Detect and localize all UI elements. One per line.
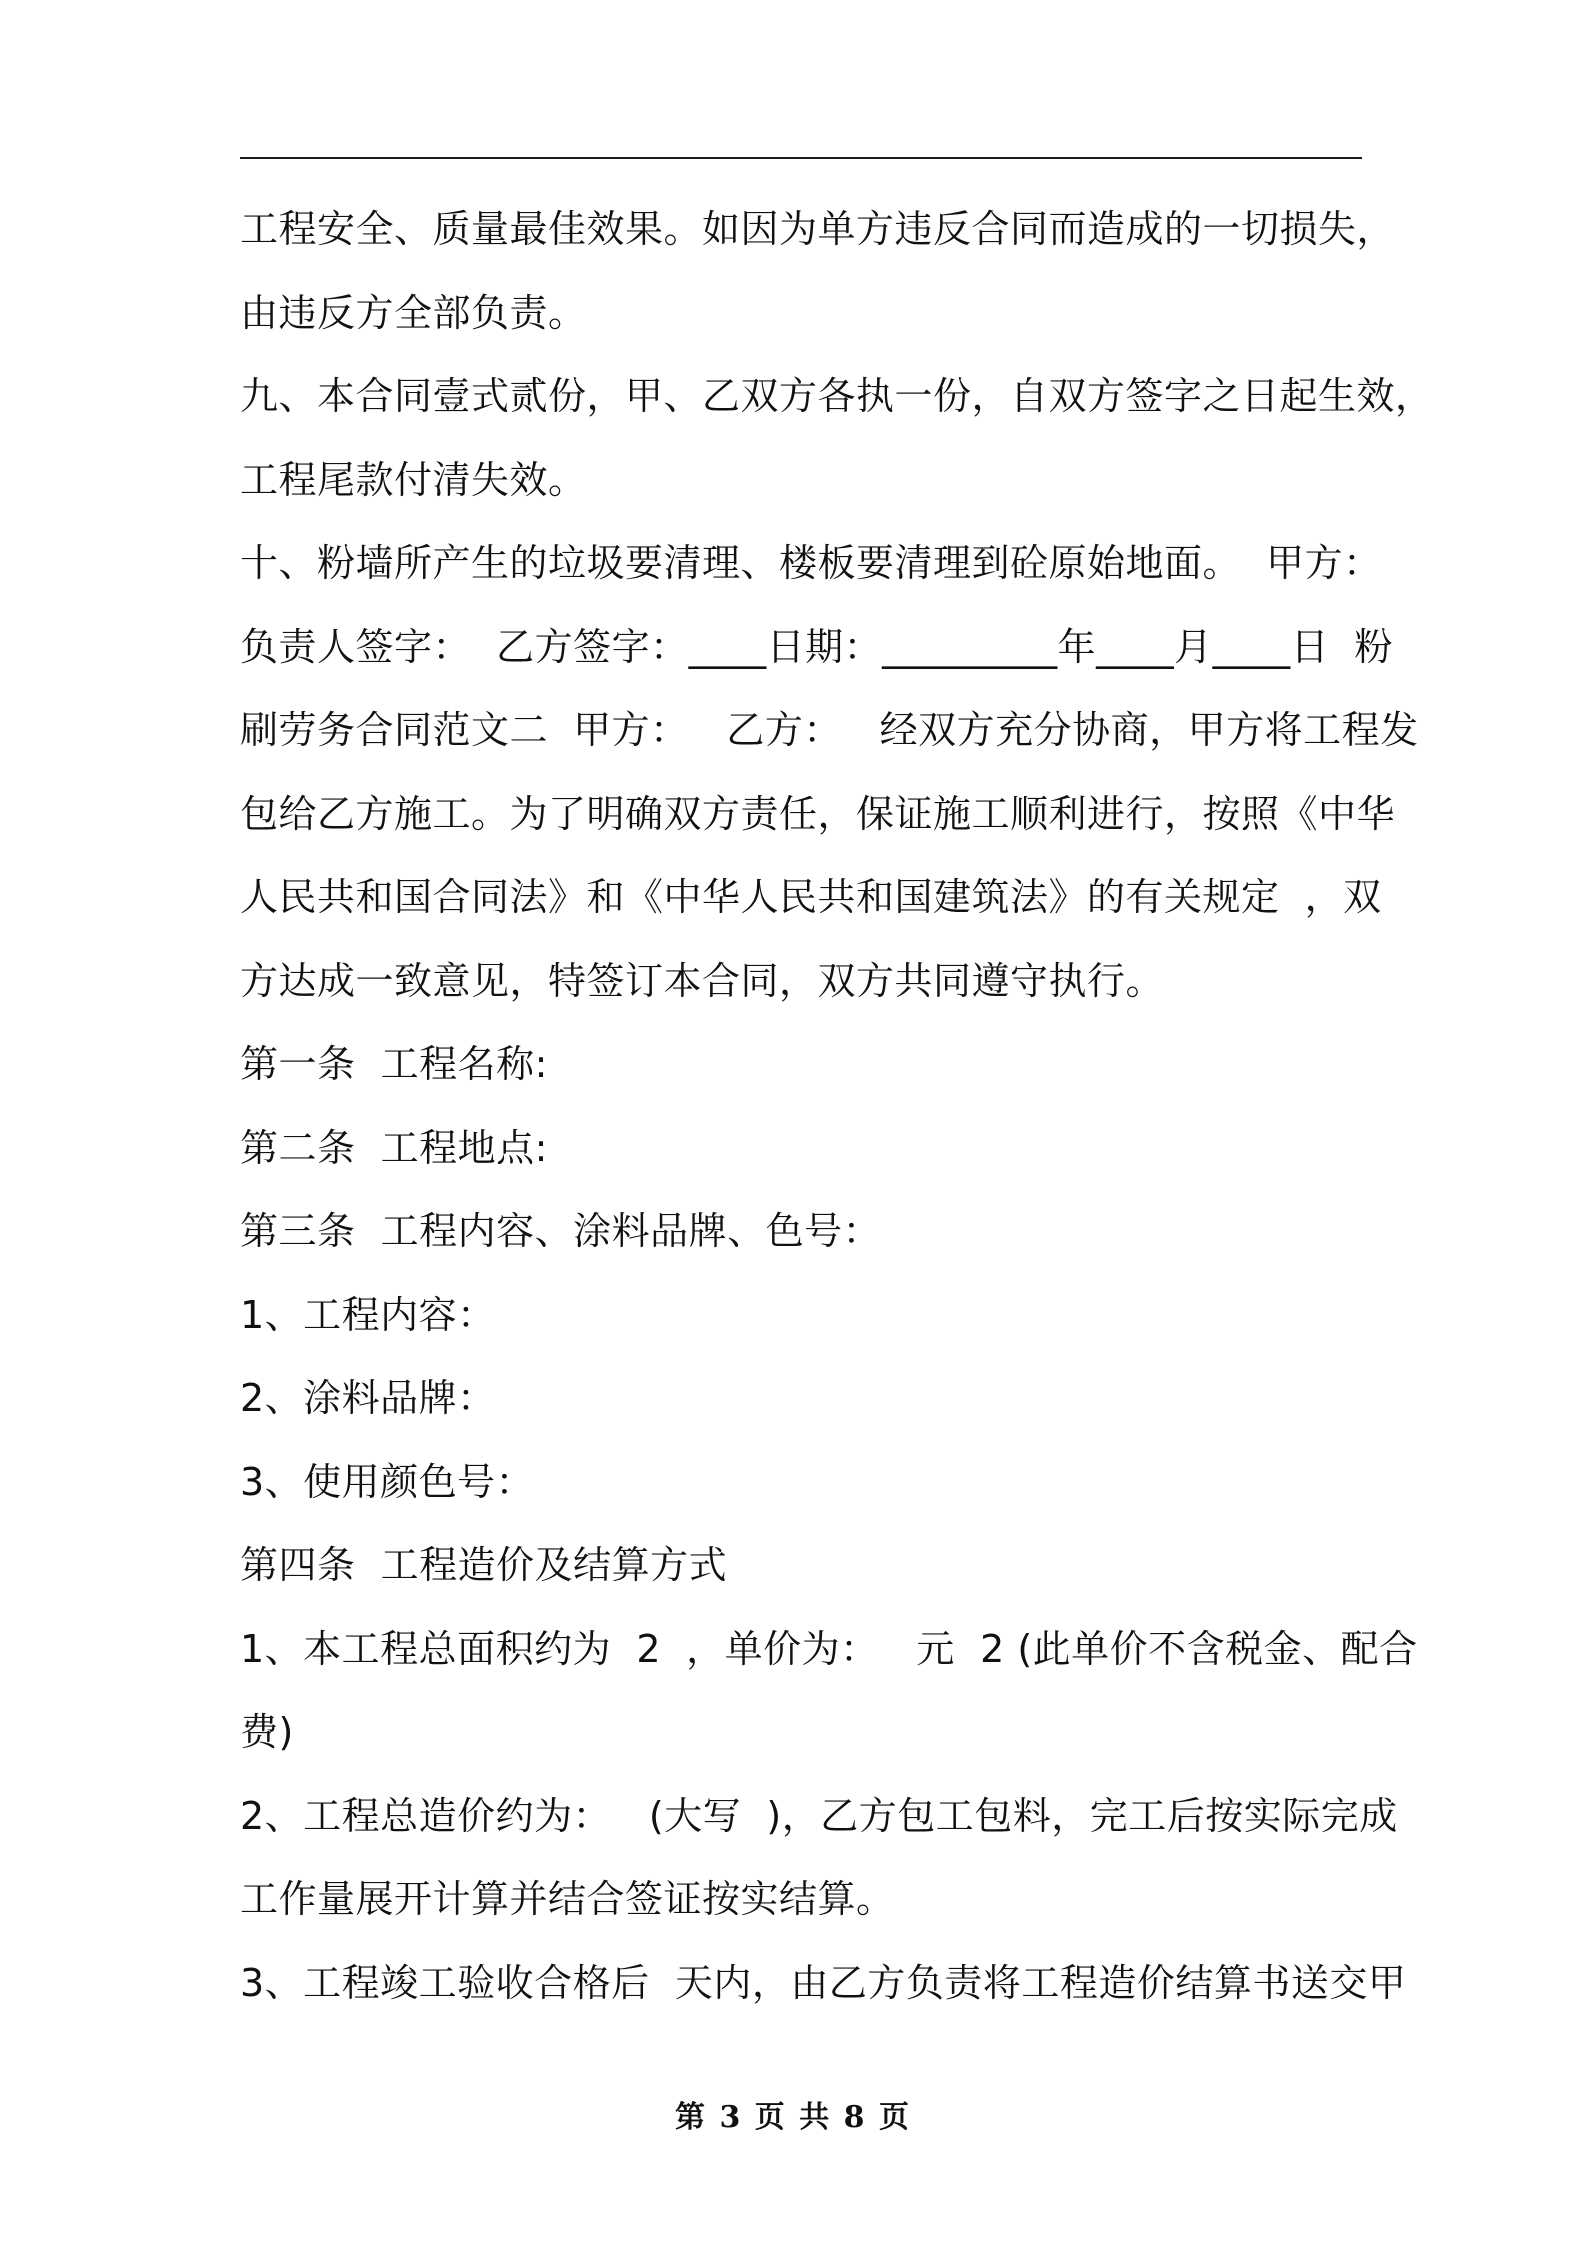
- text-line: 工程安全、质量最佳效果。如因为单方违反合同而造成的一切损失，: [240, 207, 1396, 251]
- text-line: 方达成一致意见，特签订本合同，双方共同遵守执行。: [240, 958, 1165, 1003]
- page-number: 第 3 页 共 8 页: [675, 2100, 911, 2135]
- text-line: 工作量展开计算并结合签证按实结算。: [240, 1877, 895, 1921]
- text-line: 包给乙方施工。为了明确双方责任，保证施工顺利进行，按照《中华: [240, 791, 1396, 836]
- text-line: 九、本合同壹式贰份，甲、乙双方各执一份，自双方签字之日起生效，: [240, 374, 1434, 418]
- text-line: 费): [240, 1710, 294, 1754]
- text-line: 负责人签字： 乙方签字：____日期：_________年____月____日 粉: [240, 624, 1393, 669]
- article-heading: 第一条 工程名称:: [240, 1042, 548, 1086]
- list-item: 3、使用颜色号：: [240, 1459, 535, 1504]
- list-item: 2、涂料品牌：: [240, 1376, 496, 1420]
- list-item: 3、工程竣工验收合格后 天内，由乙方负责将工程造价结算书送交甲: [240, 1960, 1407, 2005]
- article-heading: 第二条 工程地点:: [240, 1125, 548, 1170]
- body-text: [240, 188, 1434, 2025]
- header-rule: [240, 157, 1362, 159]
- text-line: 工程尾款付清失效。: [240, 457, 587, 502]
- text-line: 人民共和国合同法》和《中华人民共和国建筑法》的有关规定 ，双: [240, 875, 1382, 919]
- list-item: 1、本工程总面积约为 2 ，单价为： 元 2 (此单价不含税金、配合: [240, 1626, 1418, 1671]
- list-item: 1、工程内容：: [240, 1292, 496, 1337]
- text-line: 十、粉墙所产生的垃圾要清理、楼板要清理到砼原始地面。 甲方：: [240, 541, 1382, 585]
- list-item: 2、工程总造价约为： (大写 )，乙方包工包料，完工后按实际完成: [240, 1793, 1398, 1838]
- text-line: 刷劳务合同范文二 甲方： 乙方： 经双方充分协商，甲方将工程发: [240, 708, 1419, 752]
- article-heading: 第四条 工程造价及结算方式: [240, 1543, 728, 1587]
- text-line: 由违反方全部负责。: [240, 290, 587, 335]
- article-heading: 第三条 工程内容、涂料品牌、色号：: [240, 1209, 882, 1253]
